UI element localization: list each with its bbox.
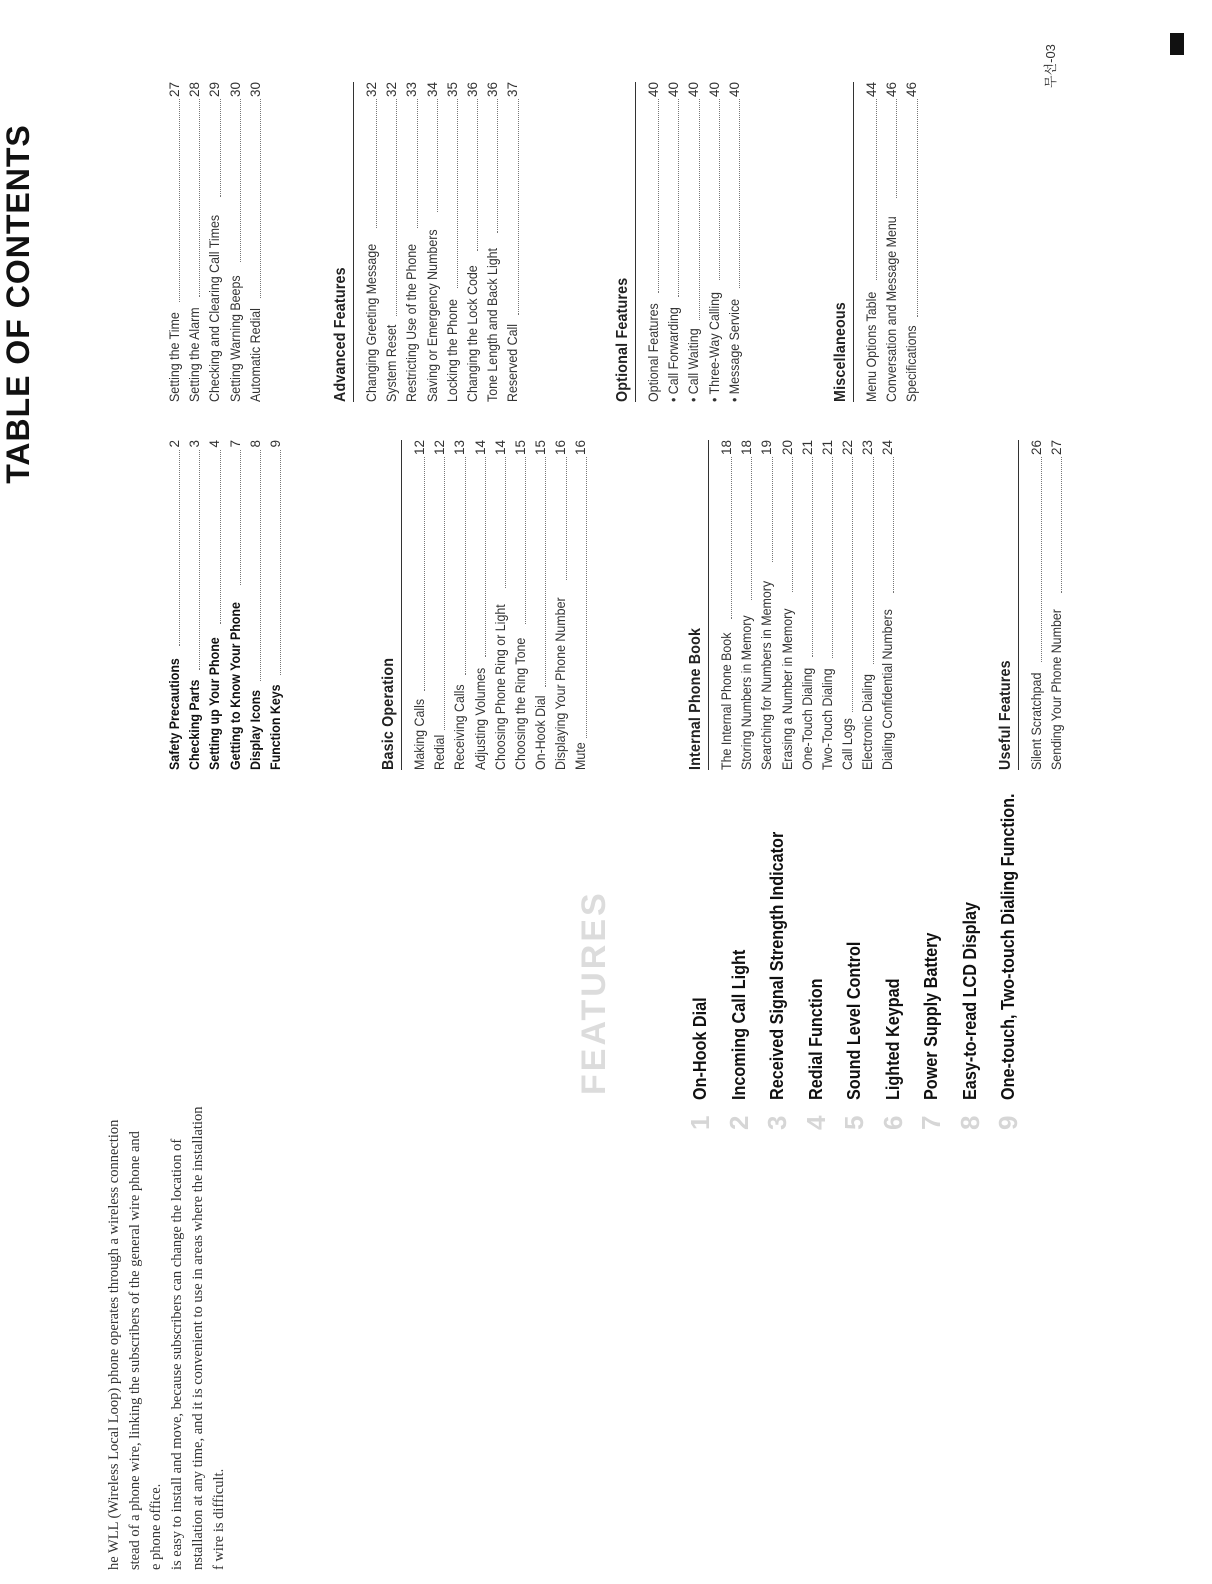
toc-leader-dots [179, 450, 180, 647]
toc-leader-dots [280, 450, 281, 675]
toc-leader-dots [444, 457, 445, 730]
toc-leader-dots [699, 99, 700, 320]
toc-entry-label: Checking and Clearing Call Times [207, 214, 223, 402]
toc-entry-page: 18 [739, 440, 755, 456]
toc-entry-label: • Three-Way Calling [706, 292, 722, 402]
toc-entry [902, 82, 922, 402]
toc-entry-page: 14 [492, 440, 508, 456]
toc-group [612, 82, 745, 402]
summary-line: he WLL (Wireless Local Loop) phone operates through a wireless connection [106, 1119, 122, 1570]
feature-text: Power Supply Battery [921, 932, 941, 1100]
toc-entry [185, 440, 205, 770]
toc-entry-label: The Internal Phone Book [718, 632, 734, 770]
toc-entry-page: 15 [533, 440, 549, 456]
toc-entry-page: 30 [227, 82, 243, 98]
toc-leader-dots [518, 99, 519, 315]
toc-entry [226, 82, 246, 402]
toc-entry [382, 82, 402, 402]
toc-group [830, 82, 923, 402]
toc-section-title [330, 82, 354, 402]
toc-entry-label: Choosing the Ring Tone [512, 637, 528, 770]
toc-entry-page: 28 [187, 82, 203, 98]
toc-entry [165, 82, 185, 402]
toc-group [378, 440, 592, 770]
toc-section-title-text: Internal Phone Book [687, 627, 704, 770]
toc-entry [423, 82, 443, 402]
toc-entry-label: • Call Waiting [686, 328, 702, 402]
feature-number: 9 [993, 1115, 1023, 1130]
toc-entry-page: 27 [1049, 440, 1065, 456]
toc-entry-page: 12 [432, 440, 448, 456]
toc-leader-dots [505, 457, 506, 588]
toc-entry-page: 40 [645, 82, 661, 98]
corner-mark [1170, 33, 1184, 55]
toc-leader-dots [792, 457, 793, 592]
toc-section-title-text: Advanced Features [332, 267, 349, 402]
toc-entry-label: Displaying Your Phone Number [553, 597, 569, 770]
toc-entry-label: Saving or Emergency Numbers [424, 229, 440, 402]
toc-entry [862, 82, 882, 402]
toc-entry-page: 29 [207, 82, 223, 98]
toc-leader-dots [566, 457, 567, 580]
toc-entry-label: Redial [432, 734, 448, 770]
toc-leader-dots [852, 457, 853, 712]
toc-leader-dots [417, 99, 418, 228]
toc-entry-label: Changing Greeting Message [363, 243, 379, 402]
toc-entry-page: 12 [411, 440, 427, 456]
toc-entry-label: • Message Service [726, 298, 742, 402]
feature-number: 3 [762, 1115, 792, 1130]
toc-entry [511, 440, 531, 770]
toc-entry-page: 32 [384, 82, 400, 98]
toc-section-title-text: Optional Features [614, 277, 631, 402]
toc-entry-page: 3 [187, 440, 203, 448]
toc-entry [737, 440, 757, 770]
toc-entry [725, 82, 745, 402]
toc-entry-page: 9 [267, 440, 283, 448]
toc-leader-dots [260, 99, 261, 298]
toc-entry-label: Conversation and Message Menu [884, 216, 900, 402]
toc-entry-page: 18 [718, 440, 734, 456]
toc-leader-dots [485, 457, 486, 657]
feature-item [877, 710, 908, 1130]
toc-entry-page: 40 [706, 82, 722, 98]
toc-entry-label: Getting to Know Your Phone [227, 602, 243, 770]
toc-leader-dots [457, 99, 458, 288]
toc-entry [246, 82, 266, 402]
toc-entry [705, 82, 725, 402]
toc-entry-label: Optional Features [645, 303, 661, 402]
toc-leader-dots [658, 99, 659, 293]
toc-entry-label: Setting the Alarm [187, 307, 203, 402]
toc-entry-label: Specifications [904, 325, 920, 402]
toc-section-title [685, 440, 709, 770]
feature-number: 5 [839, 1115, 869, 1130]
toc-section-title-text: Miscellaneous [832, 302, 849, 402]
toc-entry [757, 440, 777, 770]
toc-entry-page: 34 [424, 82, 440, 98]
toc-leader-dots [465, 457, 466, 675]
toc-leader-dots [220, 99, 221, 197]
toc-entry [430, 440, 450, 770]
toc-leader-dots [220, 450, 221, 624]
toc-entry-label: On-Hook Dial [533, 695, 549, 770]
toc-entry [246, 440, 266, 770]
toc-leader-dots [1041, 457, 1042, 662]
toc-entry-page: 15 [512, 440, 528, 456]
toc-entry-label: Automatic Redial [247, 308, 263, 402]
toc-section-title [612, 82, 636, 402]
toc-section-title [995, 440, 1019, 770]
toc-entry-label: • Call Forwarding [666, 307, 682, 402]
toc-entry-page: 46 [884, 82, 900, 98]
toc-leader-dots [678, 99, 679, 297]
toc-leader-dots [396, 99, 397, 316]
toc-entry [1027, 440, 1047, 770]
toc-entry-label: Restricting Use of the Phone [404, 243, 420, 402]
toc-entry-label: Searching for Numbers in Memory [759, 580, 775, 770]
toc-entry-page: 36 [485, 82, 501, 98]
toc-entry-label: Dialing Confidential Numbers [880, 609, 896, 770]
toc-leader-dots [477, 99, 478, 251]
toc-entry [551, 440, 571, 770]
toc-leader-dots [832, 457, 833, 658]
toc-entry-label: Safety Precautions [166, 658, 182, 770]
toc-entry-label: Choosing Phone Ring or Light [492, 604, 508, 770]
toc-entry-page: 40 [686, 82, 702, 98]
toc-entry [879, 440, 899, 770]
toc-entry-page: 21 [799, 440, 815, 456]
feature-number: 4 [800, 1115, 831, 1130]
toc-entry-label: Function Keys [267, 684, 283, 770]
toc-entry [483, 82, 503, 402]
toc-entry-label: Changing the Lock Code [464, 265, 480, 402]
toc-entry-label: Menu Options Table [863, 291, 879, 402]
feature-item [916, 710, 946, 1130]
toc-entry-label: Receiving Calls [452, 684, 468, 770]
toc-leader-dots [719, 99, 720, 280]
toc-leader-dots [424, 457, 425, 691]
toc-group [165, 440, 286, 770]
toc-leader-dots [772, 457, 773, 562]
toc-entry [644, 82, 664, 402]
toc-leader-dots [199, 450, 200, 670]
toc-entry [531, 440, 551, 770]
toc-leader-dots [873, 457, 874, 664]
toc-entry [664, 82, 684, 402]
feature-text: Incoming Call Light [728, 949, 749, 1100]
toc-leader-dots [731, 457, 732, 619]
toc-leader-dots [240, 99, 241, 262]
toc-entry-label: One-Touch Dialing [799, 667, 815, 770]
toc-entry-label: Locking the Phone [444, 299, 460, 402]
toc-entry-page: 20 [779, 440, 795, 456]
toc-leader-dots [917, 99, 918, 317]
toc-entry [185, 82, 205, 402]
toc-entry-label: Adjusting Volumes [472, 667, 488, 770]
toc-entry [205, 440, 225, 770]
page-code: 무선-03 [1043, 44, 1058, 88]
toc-group [330, 82, 524, 402]
feature-number: 6 [877, 1115, 908, 1130]
toc-leader-dots [893, 457, 894, 593]
toc-section-title [830, 82, 854, 402]
toc-entry-label: Setting Warning Beeps [227, 275, 243, 402]
toc-leader-dots [525, 457, 526, 624]
toc-entry-page: 16 [573, 440, 589, 456]
toc-entry-page: 35 [444, 82, 460, 98]
toc-entry-label: Electronic Dialing [860, 674, 876, 770]
toc-leader-dots [739, 99, 740, 288]
toc-entry [226, 440, 246, 770]
toc-entry [471, 440, 491, 770]
toc-entry-page: 2 [166, 440, 182, 448]
summary-line: stead of a phone wire, linking the subscribers of the general wire phone and [127, 1131, 143, 1570]
summary-text [105, 890, 231, 1570]
feature-number: 1 [685, 1115, 715, 1130]
feature-item [839, 710, 869, 1130]
toc-entry [684, 82, 704, 402]
toc-entry [778, 440, 798, 770]
toc-entry [858, 440, 878, 770]
toc-entry-page: 8 [247, 440, 263, 448]
toc-entry-page: 21 [819, 440, 835, 456]
summary-line: nstallation at any time, and it is convenient to use in areas where the installation [190, 1106, 206, 1570]
toc-entry-label: Mute [573, 742, 589, 770]
feature-text: Easy-to-read LCD Display [959, 901, 980, 1100]
toc-entry [266, 440, 286, 770]
toc-entry-page: 30 [247, 82, 263, 98]
toc-entry [443, 82, 463, 402]
toc-leader-dots [199, 99, 200, 297]
toc-leader-dots [545, 457, 546, 687]
toc-entry-page: 16 [553, 440, 569, 456]
toc-entry [503, 82, 523, 402]
toc-entry-page: 37 [505, 82, 521, 98]
toc-entry [491, 440, 511, 770]
toc-entry-page: 13 [452, 440, 468, 456]
feature-text: On-Hook Dial [690, 997, 710, 1100]
toc-entry-label: Setting the Time [166, 312, 182, 402]
toc-entry [205, 82, 225, 402]
toc-entry [1047, 440, 1067, 770]
toc-entry-page: 36 [464, 82, 480, 98]
toc-entry-page: 23 [860, 440, 876, 456]
toc-entry-page: 46 [904, 82, 920, 98]
toc-section-title [378, 440, 402, 770]
toc-entry-label: Tone Length and Back Light [485, 248, 501, 402]
toc-entry [717, 440, 737, 770]
toc-leader-dots [260, 450, 261, 681]
toc-leader-dots [497, 99, 498, 233]
toc-entry [818, 440, 838, 770]
toc-entry-label: Call Logs [840, 718, 856, 770]
toc-group [685, 440, 899, 770]
feature-text: Sound Level Control [844, 941, 864, 1100]
toc-entry-page: 7 [227, 440, 243, 448]
toc-entry-page: 33 [404, 82, 420, 98]
summary-line: f wire is difficult. [211, 1468, 227, 1570]
toc-group [995, 440, 1067, 770]
toc-leader-dots [812, 457, 813, 657]
toc-section-title-text: Basic Operation [380, 657, 397, 770]
toc-entry [882, 82, 902, 402]
toc-entry [165, 440, 185, 770]
summary-line: is easy to install and move, because subscribers can change the location of [169, 1138, 185, 1570]
toc-leader-dots [876, 99, 877, 280]
toc-leader-dots [437, 99, 438, 212]
toc-group [165, 82, 266, 402]
toc-leader-dots [896, 99, 897, 198]
toc-leader-dots [586, 457, 587, 738]
toc-entry [450, 440, 470, 770]
toc-entry-label: System Reset [384, 324, 400, 402]
toc-entry [838, 440, 858, 770]
toc-entry-page: 22 [840, 440, 856, 456]
toc-entry-label: Sending Your Phone Number [1049, 609, 1065, 770]
feature-number: 8 [954, 1115, 985, 1130]
features-title: FEATURES [575, 890, 613, 1095]
toc-entry-page: 44 [863, 82, 879, 98]
toc-entry-label: Reserved Call [505, 323, 521, 402]
toc-entry-page: 27 [166, 82, 182, 98]
feature-text: Redial Function [805, 978, 826, 1100]
toc-entry-label: Checking Parts [187, 679, 203, 770]
feature-number: 2 [723, 1115, 754, 1130]
summary-line: e phone office. [148, 1483, 164, 1570]
features-list [685, 710, 1035, 1130]
toc-entry-page: 32 [363, 82, 379, 98]
toc-entry-label: Storing Numbers in Memory [739, 615, 755, 770]
feature-item [685, 710, 715, 1130]
toc-entry-label: Silent Scratchpad [1028, 672, 1044, 770]
toc-entry-page: 40 [726, 82, 742, 98]
toc-entry-page: 26 [1028, 440, 1044, 456]
toc-entry-label: Two-Touch Dialing [819, 668, 835, 770]
toc-entry [402, 82, 422, 402]
toc-entry-page: 19 [759, 440, 775, 456]
feature-item [762, 710, 792, 1130]
toc-leader-dots [179, 99, 180, 302]
toc-entry-page: 24 [880, 440, 896, 456]
toc-entry-page: 40 [666, 82, 682, 98]
toc-entry-label: Display Icons [247, 689, 263, 770]
toc-entry [798, 440, 818, 770]
feature-number: 7 [916, 1115, 946, 1130]
feature-item [993, 710, 1023, 1130]
toc-entry-page: 4 [207, 440, 223, 448]
toc-entry [410, 440, 430, 770]
toc-entry-label: Making Calls [411, 698, 427, 770]
toc-leader-dots [1061, 457, 1062, 593]
toc-entry-label: Setting up Your Phone [207, 637, 223, 770]
toc-entry-label: Erasing a Number in Memory [779, 608, 795, 770]
feature-text: Lighted Keypad [882, 978, 903, 1100]
feature-text: Received Signal Strength Indicator [767, 831, 787, 1100]
toc-entry [362, 82, 382, 402]
feature-text: One-touch, Two-touch Dialing Function. [998, 793, 1018, 1100]
feature-item [954, 710, 985, 1130]
toc-entry-page: 14 [472, 440, 488, 456]
toc-entry [572, 440, 592, 770]
toc-section-title-text: Useful Features [997, 660, 1014, 770]
toc-entry [463, 82, 483, 402]
toc-leader-dots [240, 450, 241, 586]
toc-leader-dots [751, 457, 752, 600]
toc-title: TABLE OF CONTENTS [0, 124, 36, 484]
feature-item [723, 710, 754, 1130]
toc-leader-dots [376, 99, 377, 228]
